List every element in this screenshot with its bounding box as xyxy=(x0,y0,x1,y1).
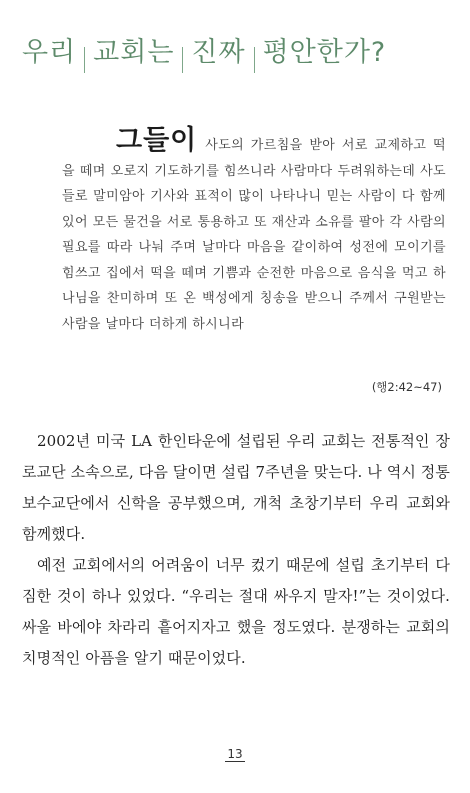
scripture-text: 사도의 가르침을 받아 서로 교제하고 떡을 떼며 오로지 기도하기를 힘쓰니라 사람마다 두려워하는데 사도들로 말미암아 기사와 표적이 많이 나타나니 믿는 사람이 다 함께 있어 모든 물건을 서로 통용하고 또 재산과 소유를 팔아 각 사람의 필요를 따라 나눠 주며 날마다 마음을 같이하여 성전에 모이기를 힘쓰고 집에서 떡을 떼며 기쁨과 순전한 마음으로 음식을 먹고 하나님을 찬미하며 또 온 백성에게 칭송을 받으니 주께서 구원받는 사람을 날마다 더하게 하시니라 xyxy=(62,138,446,332)
chapter-title-part: 평안한가? xyxy=(262,37,387,68)
scripture-lead-word: 그들이 xyxy=(116,125,198,156)
body-text xyxy=(22,426,450,674)
title-divider xyxy=(84,47,85,73)
scripture-reference: (행2:42~47) xyxy=(371,380,442,394)
page-number xyxy=(0,747,470,761)
title-divider xyxy=(182,47,183,73)
chapter-title-part: 교회는 xyxy=(93,37,175,68)
page-number-label: 13 xyxy=(227,747,243,761)
chapter-title-part: 우리 xyxy=(22,37,77,68)
body-paragraph: 2002년 미국 LA 한인타운에 설립된 우리 교회는 전통적인 장로교단 소속으로, 다음 달이면 설립 7주년을 맞는다. 나 역시 정통 보수교단에서 신학을 공부했으며, 개척 초창기부터 우리 교회와 함께했다. xyxy=(22,432,450,543)
chapter-title-part: 진짜 xyxy=(191,37,246,68)
chapter-title xyxy=(22,30,386,69)
title-divider xyxy=(254,47,255,73)
scripture-quote xyxy=(62,125,446,337)
body-paragraph: 예전 교회에서의 어려움이 너무 컸기 때문에 설립 초기부터 다짐한 것이 하나 있었다. “우리는 절대 싸우지 말자!”는 것이었다. 싸울 바에야 차라리 흩어지자고 했을 정도였다. 분쟁하는 교회의 치명적인 아픔을 알기 때문이었다. xyxy=(22,556,450,667)
